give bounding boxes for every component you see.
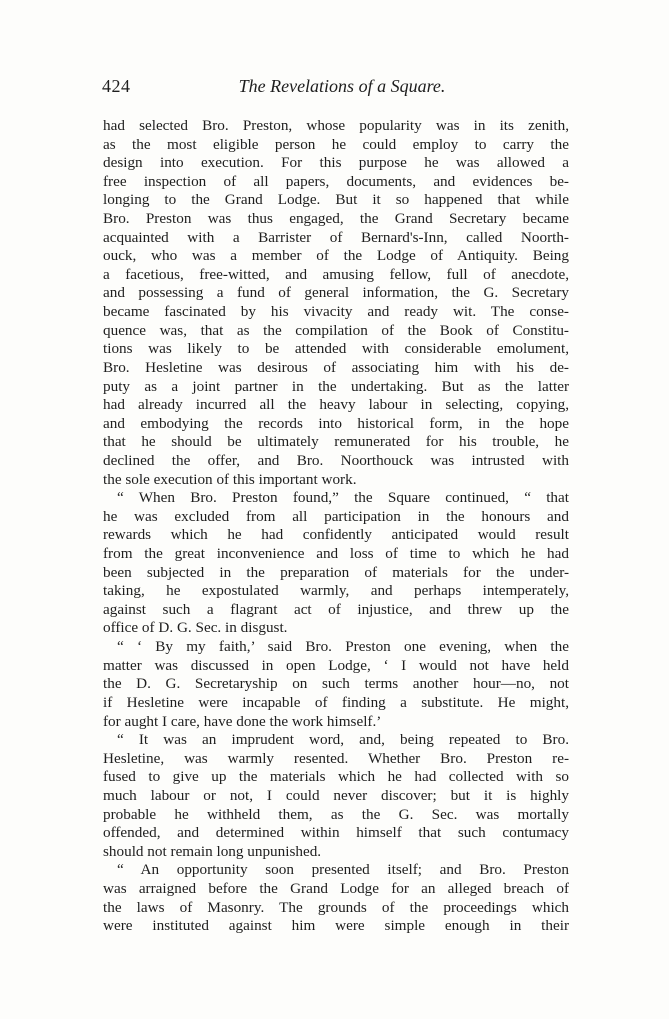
text-line: Bro. Preston was thus engaged, the Grand Secretary became: [103, 210, 569, 228]
running-title: The Revelations of a Square.: [238, 76, 446, 96]
text-line: was arraigned before the Grand Lodge for an alleged breach of: [103, 879, 569, 897]
text-line: declined the offer, and Bro. Noorthouck was intrusted with: [103, 451, 569, 469]
text-line: against such a flagrant act of injustice, and threw up the: [103, 600, 569, 618]
text-line: office of D. G. Sec. in disgust.: [103, 619, 288, 637]
page-number: 424: [102, 76, 131, 96]
text-line: for aught I care, have done the work himself.’: [103, 712, 382, 730]
text-line: much labour or not, I could never discover; but it is highly: [103, 786, 569, 804]
text-line: Bro. Hesletine was desirous of associating him with his de-: [103, 358, 569, 376]
text-line: been subjected in the preparation of materials for the under-: [103, 563, 569, 581]
text-line: “ It was an imprudent word, and, being repeated to Bro.: [117, 731, 569, 749]
text-line: and possessing a fund of general information, the G. Secretary: [103, 284, 569, 302]
text-line: had already incurred all the heavy labour in selecting, copying,: [103, 396, 569, 414]
text-line: “ When Bro. Preston found,” the Square continued, “ that: [117, 489, 569, 507]
text-line: that he should be ultimately remunerated for his trouble, he: [103, 433, 569, 451]
text-line: design into execution. For this purpose he was allowed a: [103, 154, 569, 172]
text-line: as the most eligible person he could employ to carry the: [103, 135, 569, 153]
text-line: “ An opportunity soon presented itself; and Bro. Preston: [117, 861, 569, 879]
text-line: puty as a joint partner in the undertaking. But as the latter: [103, 377, 569, 395]
text-line: if Hesletine were incapable of finding a substitute. He might,: [103, 693, 569, 711]
text-line: and embodying the records into historical form, in the hope: [103, 414, 569, 432]
text-line: the laws of Masonry. The grounds of the proceedings which: [103, 898, 569, 916]
text-line: rewards which he had confidently anticipated would result: [103, 526, 569, 544]
text-line: were instituted against him were simple enough in their: [103, 917, 569, 935]
text-line: “ ‘ By my faith,’ said Bro. Preston one evening, when the: [117, 638, 569, 656]
text-line: a facetious, free-witted, and amusing fellow, full of anecdote,: [103, 265, 569, 283]
text-line: quence was, that as the compilation of the Book of Constitu-: [103, 321, 569, 339]
text-line: tions was likely to be attended with considerable emolument,: [103, 340, 569, 358]
text-line: the sole execution of this important work.: [103, 470, 357, 488]
text-line: probable he withheld them, as the G. Sec. was mortally: [103, 805, 569, 823]
text-line: had selected Bro. Preston, whose popularity was in its zenith,: [103, 117, 569, 134]
text-line: offended, and determined within himself that such contumacy: [103, 824, 569, 842]
text-line: became fascinated by his vivacity and ready wit. The conse-: [103, 303, 569, 321]
text-line: fused to give up the materials which he had collected with so: [103, 768, 569, 786]
text-line: free inspection of all papers, documents, and evidences be-: [103, 172, 569, 190]
text-line: taking, he expostulated warmly, and perhaps intemperately,: [103, 582, 569, 600]
text-line: matter was discussed in open Lodge, ‘ I would not have held: [103, 656, 569, 674]
page-header: [102, 76, 570, 100]
text-line: he was excluded from all participation in the honours and: [103, 507, 569, 525]
text-line: Hesletine, was warmly resented. Whether Bro. Preston re-: [103, 749, 569, 767]
text-line: acquainted with a Barrister of Bernard's-Inn, called Noorth-: [103, 228, 569, 246]
text-line: ouck, who was a member of the Lodge of Antiquity. Being: [103, 247, 569, 265]
text-line: the D. G. Secretaryship on such terms another hour—no, not: [103, 675, 569, 693]
text-line: should not remain long unpunished.: [103, 842, 322, 860]
body-text: [103, 117, 569, 936]
text-line: longing to the Grand Lodge. But it so happened that while: [103, 191, 569, 209]
text-line: from the great inconvenience and loss of time to which he had: [103, 545, 569, 563]
